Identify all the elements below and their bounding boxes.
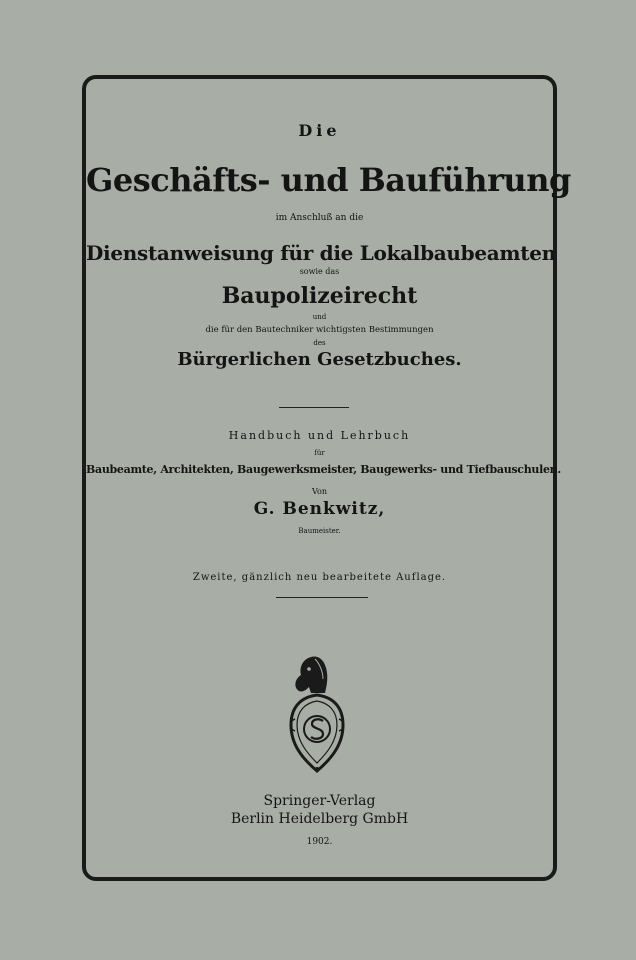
book-title: Geschäfts- und Bauführung [86, 161, 571, 199]
publisher-name: Springer-Verlag [263, 793, 376, 809]
subtitle-connector: im Anschluß an die [275, 213, 364, 223]
title-article: Die [298, 121, 341, 140]
author-connector: Von [311, 487, 327, 496]
subtitle-gesetzbuch: Bürgerlichen Gesetzbuches. [177, 349, 462, 370]
divider-rule [279, 407, 349, 408]
edition-underline [276, 597, 368, 598]
edition-note: Zweite, gänzlich neu bearbeitete Auflage. [192, 572, 447, 583]
audience-connector: für [314, 449, 325, 457]
author-role: Baumeister. [298, 527, 341, 535]
publication-year: 1902. [306, 837, 333, 847]
publisher-location: Berlin Heidelberg GmbH [230, 811, 409, 827]
cover-content [86, 79, 571, 877]
subtitle-und: und [312, 313, 327, 321]
subtitle-des: des [313, 339, 326, 347]
audience-list: Baubeamte, Architekten, Baugewerksmeister, Baugewerks- und Tiefbauschulen. [86, 463, 561, 476]
subtitle-baupolizeirecht: Baupolizeirecht [221, 283, 418, 309]
book-genre: Handbuch und Lehrbuch [228, 429, 411, 442]
subtitle-dienstanweisung: Dienstanweisung für die Lokalbaubeamten [86, 241, 556, 265]
subtitle-sowie: sowie das [299, 267, 340, 276]
subtitle-bestimmungen: die für den Bautechniker wichtigsten Bestimmungen [205, 325, 434, 335]
springer-knight-logo-icon [281, 649, 353, 779]
cover-border-frame [82, 75, 571, 881]
author-name: G. Benkwitz, [253, 499, 386, 519]
